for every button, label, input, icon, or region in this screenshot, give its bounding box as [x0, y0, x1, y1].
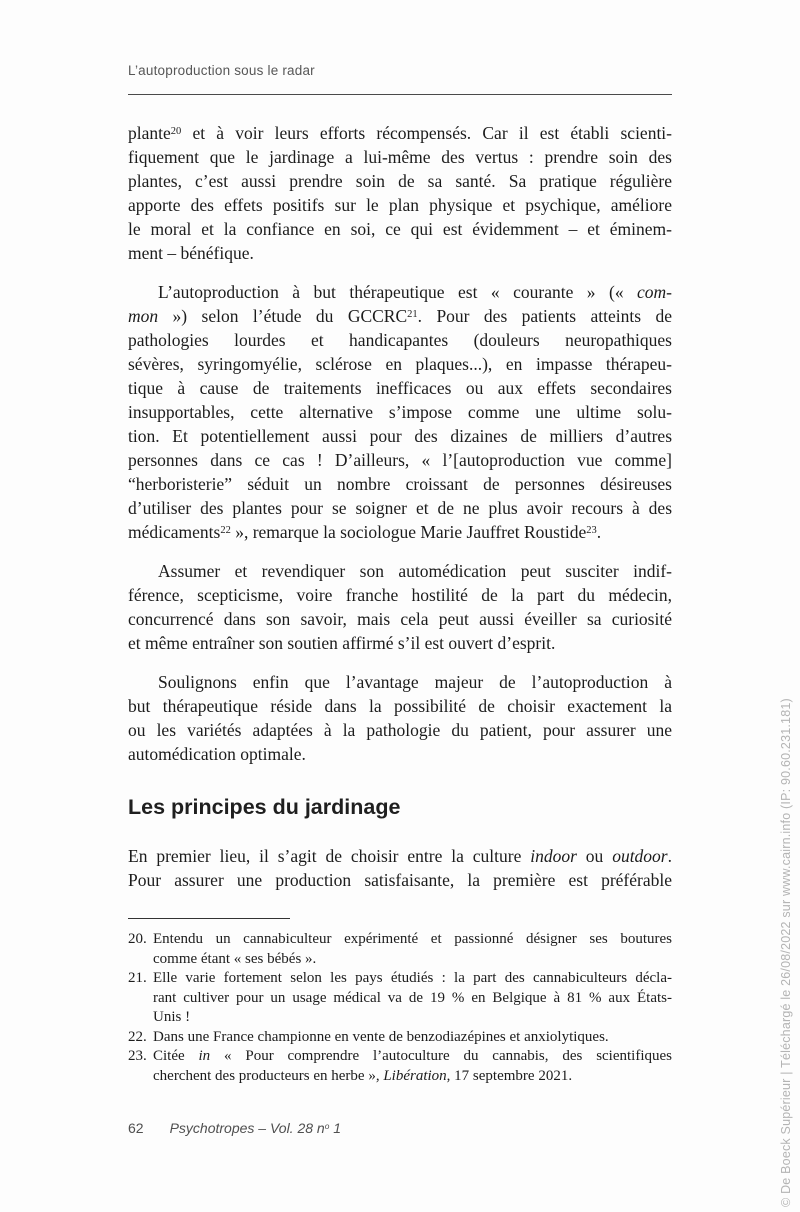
- footnote: [128, 1028, 672, 1048]
- superscript-ref: 21: [407, 308, 418, 320]
- footnote-text: [153, 1047, 672, 1086]
- superscript-ref: 23: [586, 524, 597, 536]
- footnote: [128, 1047, 672, 1086]
- footnote: [128, 930, 672, 969]
- text-line: rant cultiver pour un usage médical va de 19 % en Belgique à 81 % aux États-: [153, 989, 672, 1006]
- copyright-watermark: © De Boeck Supérieur | Téléchargé le 26/08/2022 sur www.cairn.info (IP: 90.60.231.181): [779, 698, 793, 1207]
- footnote: [128, 969, 672, 1028]
- text-line: ou les variétés adaptées à la pathologie du patient, pour assurer une: [128, 720, 672, 740]
- text-line: Entendu un cannabiculteur expérimenté et passionné désigner ses boutures: [153, 931, 672, 947]
- text-line: concurrencé dans son savoir, mais cela peut aussi éveiller sa curiosité: [128, 609, 672, 629]
- footnote-number: 21.: [128, 970, 147, 986]
- text-line: En premier lieu, il s’agit de choisir entre la culture indoor ou outdoor.: [128, 846, 672, 866]
- text-line: but thérapeutique réside dans la possibilité de choisir exactement la: [128, 696, 672, 716]
- text-line: tion. Et potentiellement aussi pour des dizaines de milliers d’autres: [128, 426, 672, 446]
- footnote-number: 23.: [128, 1048, 147, 1064]
- text-line: férence, scepticisme, voire franche hostilité de la part du médecin,: [128, 585, 672, 605]
- text-line: Pour assurer une production satisfaisante, la première est préférable: [128, 870, 672, 890]
- header-rule: [128, 94, 672, 95]
- text-line: Citée in « Pour comprendre l’autoculture du cannabis, des scientifiques: [153, 1048, 673, 1064]
- text-line: plantes, c’est aussi prendre soin de sa santé. Sa pratique régulière: [128, 171, 672, 191]
- text-line: Unis !: [153, 1009, 191, 1025]
- superscript-ref: o: [324, 1120, 330, 1131]
- footnote-number: 20.: [128, 931, 147, 947]
- text-line: automédication optimale.: [128, 744, 306, 764]
- text-line: pathologies lourdes et handicapantes (douleurs neuropathiques: [128, 330, 672, 350]
- text-line: ment – bénéfique.: [128, 243, 254, 263]
- page-footer: [128, 1120, 341, 1136]
- text-line: plante$^{20}$ et à voir leurs efforts récompensés. Car il est établi scienti-: [128, 123, 672, 143]
- text-line: apporte des effets positifs sur le plan physique et psychique, améliore: [128, 195, 672, 215]
- text-line: mon ») selon l’étude du GCCRC$^{21}$. Pour des patients atteints de: [128, 306, 672, 326]
- running-header: [128, 62, 672, 79]
- text-line: d’utiliser des plantes pour se soigner et de ne plus avoir recours à des: [128, 498, 672, 518]
- paragraph: [128, 670, 672, 766]
- text-line: cherchent des producteurs en herbe », Libération, 17 septembre 2021.: [153, 1067, 573, 1084]
- footnotes: [128, 930, 672, 1086]
- page-number: 62: [128, 1120, 144, 1136]
- text-line: Dans une France championne en vente de benzodiazépines et anxiolytiques.: [153, 1028, 609, 1045]
- footnote-text: [153, 1028, 672, 1048]
- paragraph: [128, 559, 672, 655]
- text-line: “herboristerie” séduit un nombre croissant de personnes désireuses: [128, 474, 672, 494]
- text-line: le moral et la confiance en soi, ce qui est évidemment – et éminem-: [128, 219, 672, 239]
- paragraph: [128, 844, 672, 892]
- text-line: insupportables, cette alternative s’impose comme une ultime solu-: [128, 402, 672, 422]
- text-line: Assumer et revendiquer son automédication peut susciter indif-: [158, 561, 672, 581]
- page-content: [128, 0, 672, 1086]
- text-line: et même entraîner son soutien affirmé s’il est ouvert d’esprit.: [128, 633, 556, 653]
- text-line: fiquement que le jardinage a lui-même des vertus : prendre soin des: [128, 147, 672, 167]
- journal-title: Psychotropes – Vol. 28 $n^o$ 1: [169, 1120, 342, 1136]
- paragraph: [128, 121, 672, 265]
- section-heading: Les principes du jardinage: [128, 795, 401, 819]
- footnote-rule: [128, 918, 290, 919]
- text-line: médicaments$^{22}$ », remarque la sociologue Marie Jauffret Roustide$^{23}$.: [128, 522, 602, 542]
- text-line: personnes dans ce cas ! D’ailleurs, « l’[autoproduction vue comme]: [128, 450, 672, 470]
- footnote-text: [153, 930, 672, 969]
- text-line: Soulignons enfin que l’avantage majeur de l’autoproduction à: [158, 672, 672, 692]
- superscript-ref: 22: [220, 524, 231, 536]
- text-line: L’autoproduction à but thérapeutique est « courante » (« com-: [158, 282, 672, 302]
- footnote-text: [153, 969, 672, 1028]
- text-line: comme étant « ses bébés ».: [153, 950, 317, 967]
- text-line: tique à cause de traitements inefficaces ou aux effets secondaires: [128, 378, 672, 398]
- footnote-number: 22.: [128, 1028, 147, 1045]
- superscript-ref: 20: [170, 125, 182, 137]
- text-line: sévères, syringomyélie, sclérose en plaques...), en impasse thérapeu-: [128, 354, 672, 374]
- paragraph: [128, 280, 672, 544]
- running-header-title: L’autoproduction sous le radar: [128, 63, 315, 78]
- article: [128, 121, 672, 892]
- text-line: Elle varie fortement selon les pays étudiés : la part des cannabiculteurs décla-: [153, 970, 672, 986]
